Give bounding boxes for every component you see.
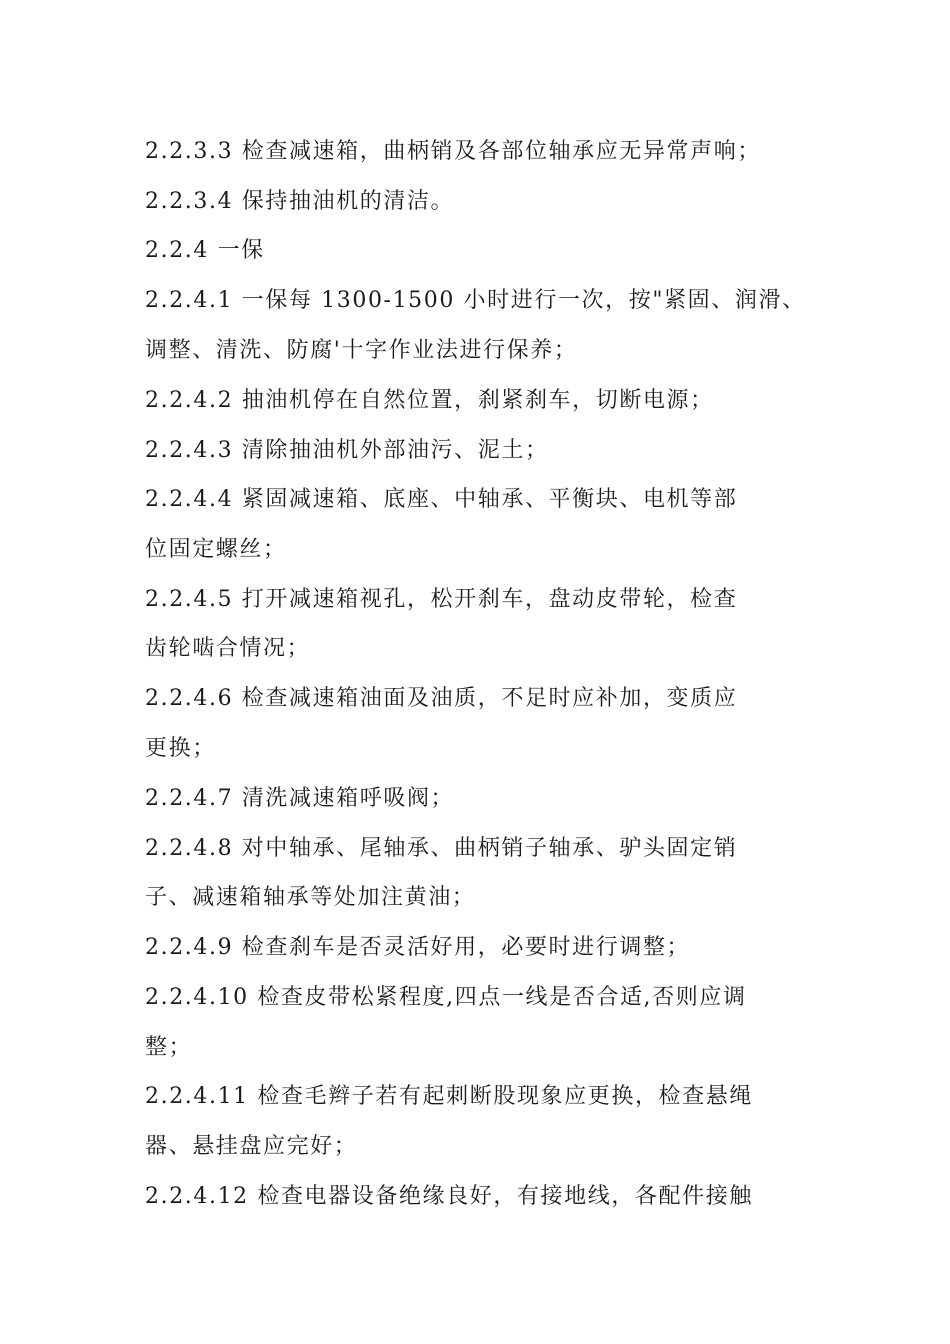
text-line: 2.2.4.2 抽油机停在自然位置，刹紧刹车，切断电源；: [145, 388, 714, 413]
text-line: 2.2.4.5 打开减速箱视孔，松开刹车，盘动皮带轮，检查: [145, 587, 738, 612]
text-line: 2.2.4.12 检查电器设备绝缘良好，有接地线，各配件接触: [145, 1184, 753, 1209]
text-line: 更换；: [145, 736, 216, 761]
text-line: 齿轮啮合情况；: [145, 636, 311, 661]
text-line: 2.2.4.6 检查减速箱油面及油质，不足时应补加，变质应: [145, 686, 738, 711]
text-line: 2.2.4.7 清洗减速箱呼吸阀；: [145, 786, 455, 811]
text-line: 2.2.4.1 一保每 1300-1500 小时进行一次，按"紧固、润滑、: [145, 288, 806, 313]
text-line: 位固定螺丝；: [145, 537, 287, 562]
text-line: 2.2.4.11 检查毛辫子若有起刺断股现象应更换，检查悬绳: [145, 1084, 753, 1109]
text-line: 子、减速箱轴承等处加注黄油；: [145, 885, 476, 910]
text-line: 调整、清洗、防腐'十字作业法进行保养；: [145, 338, 578, 363]
text-line: 器、悬挂盘应完好；: [145, 1134, 358, 1159]
text-line: 2.2.3.4 保持抽油机的清洁。: [145, 189, 455, 214]
text-line: 2.2.4.3 清除抽油机外部油污、泥土；: [145, 438, 549, 463]
text-line: 2.2.4.9 检查刹车是否灵活好用，必要时进行调整；: [145, 935, 691, 960]
text-line: 2.2.3.3 检查减速箱，曲柄销及各部位轴承应无异常声响；: [145, 139, 761, 164]
text-line: 2.2.4.10 检查皮带松紧程度,四点一线是否合适,否则应调: [145, 985, 747, 1010]
section-heading: 2.2.4 一保: [145, 238, 265, 263]
text-line: 2.2.4.4 紧固减速箱、底座、中轴承、平衡块、电机等部: [145, 487, 738, 512]
text-line: 2.2.4.8 对中轴承、尾轴承、曲柄销子轴承、驴头固定销: [145, 836, 738, 861]
text-line: 整；: [145, 1035, 193, 1060]
